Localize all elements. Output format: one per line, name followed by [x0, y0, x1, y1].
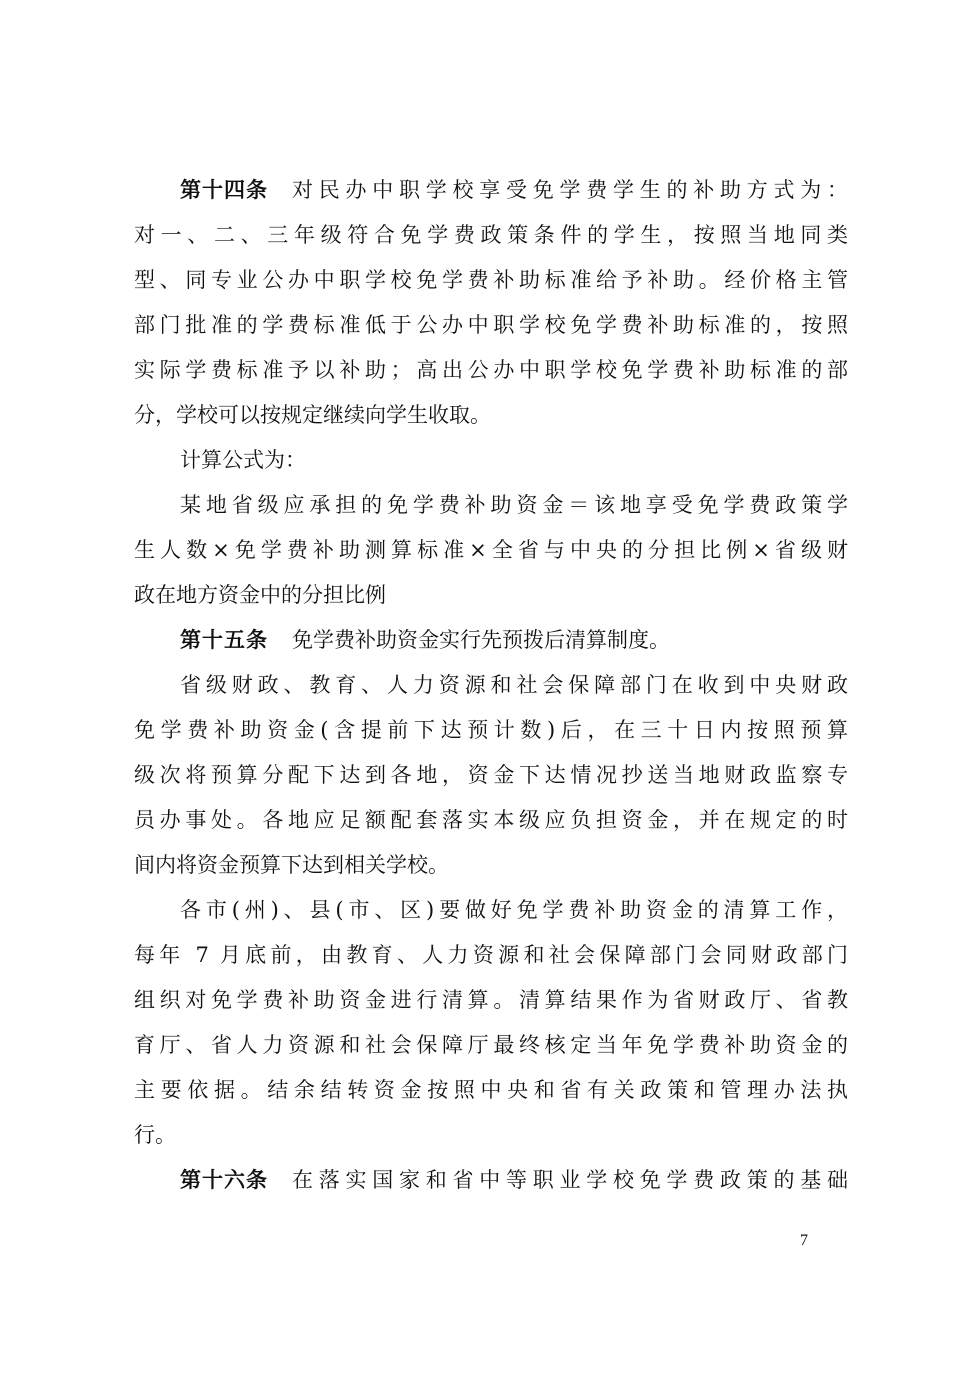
article-14-line: 分，学校可以按规定继续向学生收取。	[134, 403, 491, 427]
formula-line: 生人数×免学费补助测算标准×全省与中央的分担比例×省级财	[134, 538, 848, 562]
paragraph-line: 组织对免学费补助资金进行清算。清算结果作为省财政厅、省教	[134, 988, 848, 1012]
article-15-text: 免学费补助资金实行先预拨后清算制度。	[292, 628, 670, 652]
article-14-heading: 第十四条	[180, 178, 268, 202]
article-14-line: 型、同专业公办中职学校免学费补助标准给予补助。经价格主管	[134, 268, 848, 292]
page-number: 7	[800, 1232, 808, 1249]
article-16-text: 在落实国家和省中等职业学校免学费政策的基础	[292, 1168, 848, 1192]
formula-line: 某地省级应承担的免学费补助资金＝该地享受免学费政策学	[180, 493, 848, 517]
article-15-line-1	[134, 618, 848, 663]
article-15-heading: 第十五条	[180, 628, 268, 652]
article-14-line-1	[134, 168, 848, 213]
article-14-line: 实际学费标准予以补助；高出公办中职学校免学费补助标准的部	[134, 358, 848, 382]
paragraph-line: 员办事处。各地应足额配套落实本级应负担资金，并在规定的时	[134, 808, 848, 832]
article-16-line-1	[134, 1158, 848, 1203]
paragraph-line: 免学费补助资金(含提前下达预计数)后，在三十日内按照预算	[134, 718, 848, 742]
formula-line: 政在地方资金中的分担比例	[134, 583, 386, 607]
article-14-line: 对一、二、三年级符合免学费政策条件的学生，按照当地同类	[134, 223, 848, 247]
paragraph-line: 行。	[134, 1123, 176, 1147]
formula-intro: 计算公式为：	[180, 448, 306, 472]
paragraph-line: 每年 7 月底前，由教育、人力资源和社会保障部门会同财政部门	[134, 943, 848, 967]
article-16-heading: 第十六条	[180, 1168, 268, 1192]
paragraph-line: 主要依据。结余结转资金按照中央和省有关政策和管理办法执	[134, 1078, 848, 1102]
paragraph-line: 各市(州)、县(市、区)要做好免学费补助资金的清算工作，	[180, 898, 848, 922]
paragraph-line: 省级财政、教育、人力资源和社会保障部门在收到中央财政	[180, 673, 848, 697]
document-body	[134, 168, 848, 1203]
paragraph-line: 育厅、省人力资源和社会保障厅最终核定当年免学费补助资金的	[134, 1033, 848, 1057]
article-14-line: 部门批准的学费标准低于公办中职学校免学费补助标准的，按照	[134, 313, 848, 337]
article-14-text: 对民办中职学校享受免学费学生的补助方式为：	[292, 178, 848, 202]
paragraph-line: 间内将资金预算下达到相关学校。	[134, 853, 449, 877]
paragraph-line: 级次将预算分配下达到各地，资金下达情况抄送当地财政监察专	[134, 763, 848, 787]
